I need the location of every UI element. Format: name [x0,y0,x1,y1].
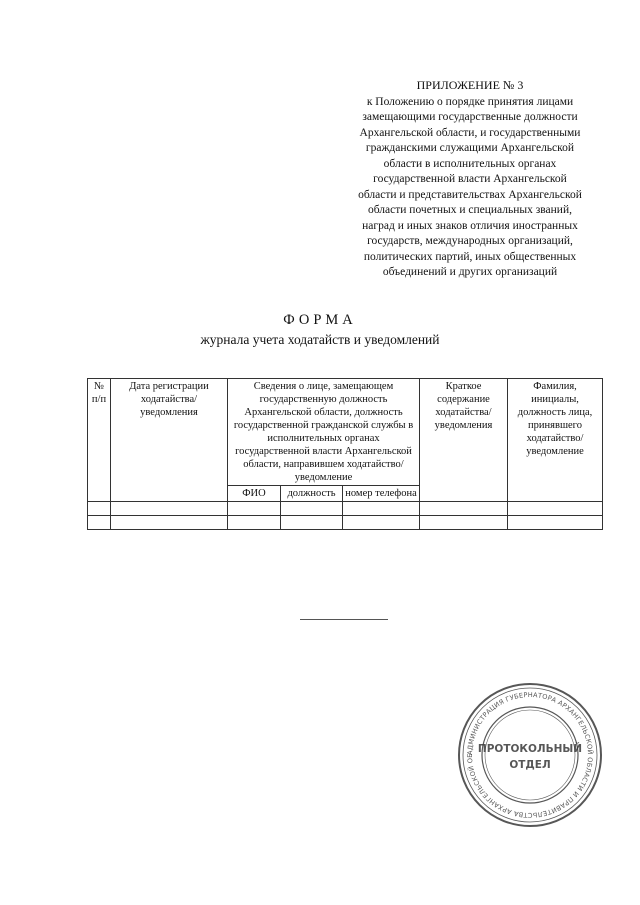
journal-table [87,378,603,530]
appendix-line: области в исполнительных органах [383,157,557,170]
empty-cell [281,516,343,530]
appendix-line: государственной власти Архангельской [373,173,567,185]
seal-center-line1: ПРОТОКОЛЬНЫЙ [477,743,583,755]
empty-cell [228,502,281,516]
empty-cell [420,502,508,516]
empty-cell [111,502,228,516]
empty-cell [343,516,420,530]
appendix-line: наград и иных знаков отличия иностранных [362,219,578,232]
appendix-line: гражданскими служащими Архангельской [365,142,575,154]
header-summary: Краткое содержание ходатайства/ уведомления [420,379,508,502]
header-accepted-by: Фамилия, инициалы, должность лица, принявшего ходатайство/ уведомление [508,379,603,502]
empty-cell [508,502,603,516]
empty-cell [88,502,111,516]
seal-center-line2: ОТДЕЛ [509,759,551,771]
appendix-block [320,78,620,281]
empty-cell [343,502,420,516]
header-person-info: Сведения о лице, замещающем государственную должность Архангельской области, должность государственной гражданской службы в исполнительных органах государственной власти Архангельской области, направившем ходатайство/ уведомление [228,379,420,486]
appendix-line: объединений и других организаций [382,266,558,278]
appendix-line: к Положению о порядке принятия лицами [366,95,574,108]
empty-cell [420,516,508,530]
form-subtitle: журнала учета ходатайств и уведомлений [200,332,440,347]
official-seal [455,680,605,830]
header-num: № п/п [88,379,111,502]
empty-cell [281,502,343,516]
empty-cell [88,516,111,530]
appendix-line: политических партий, иных общественных [363,250,577,263]
appendix-line: Архангельской области, и государственными [359,126,581,139]
appendix-line: области почетных и специальных званий, [367,204,572,216]
subheader-position: должность [281,486,343,502]
seal-ring-text: АДМИНИСТРАЦИЯ ГУБЕРНАТОРА АРХАНГЕЛЬСКОЙ ОБЛАСТИ И ПРАВИТЕЛЬСТВА АРХАНГЕЛЬСКОЙ ОБ [465,690,595,820]
subheader-fio: ФИО [228,486,281,502]
form-title: ФОРМА [283,312,357,328]
appendix-line: области и представительствах Архангельской [358,188,582,201]
empty-cell [111,516,228,530]
table-row [88,516,603,530]
header-registration-date: Дата регистрации ходатайства/ уведомления [111,379,228,502]
empty-cell [508,516,603,530]
appendix-heading: ПРИЛОЖЕНИЕ № 3 [416,78,524,92]
subheader-phone: номер телефона [343,486,420,502]
appendix-line: замещающими государственные должности [362,111,578,123]
appendix-line: государств, международных организаций, [367,235,573,247]
table-row [88,502,603,516]
separator-line [300,619,388,620]
empty-cell [228,516,281,530]
